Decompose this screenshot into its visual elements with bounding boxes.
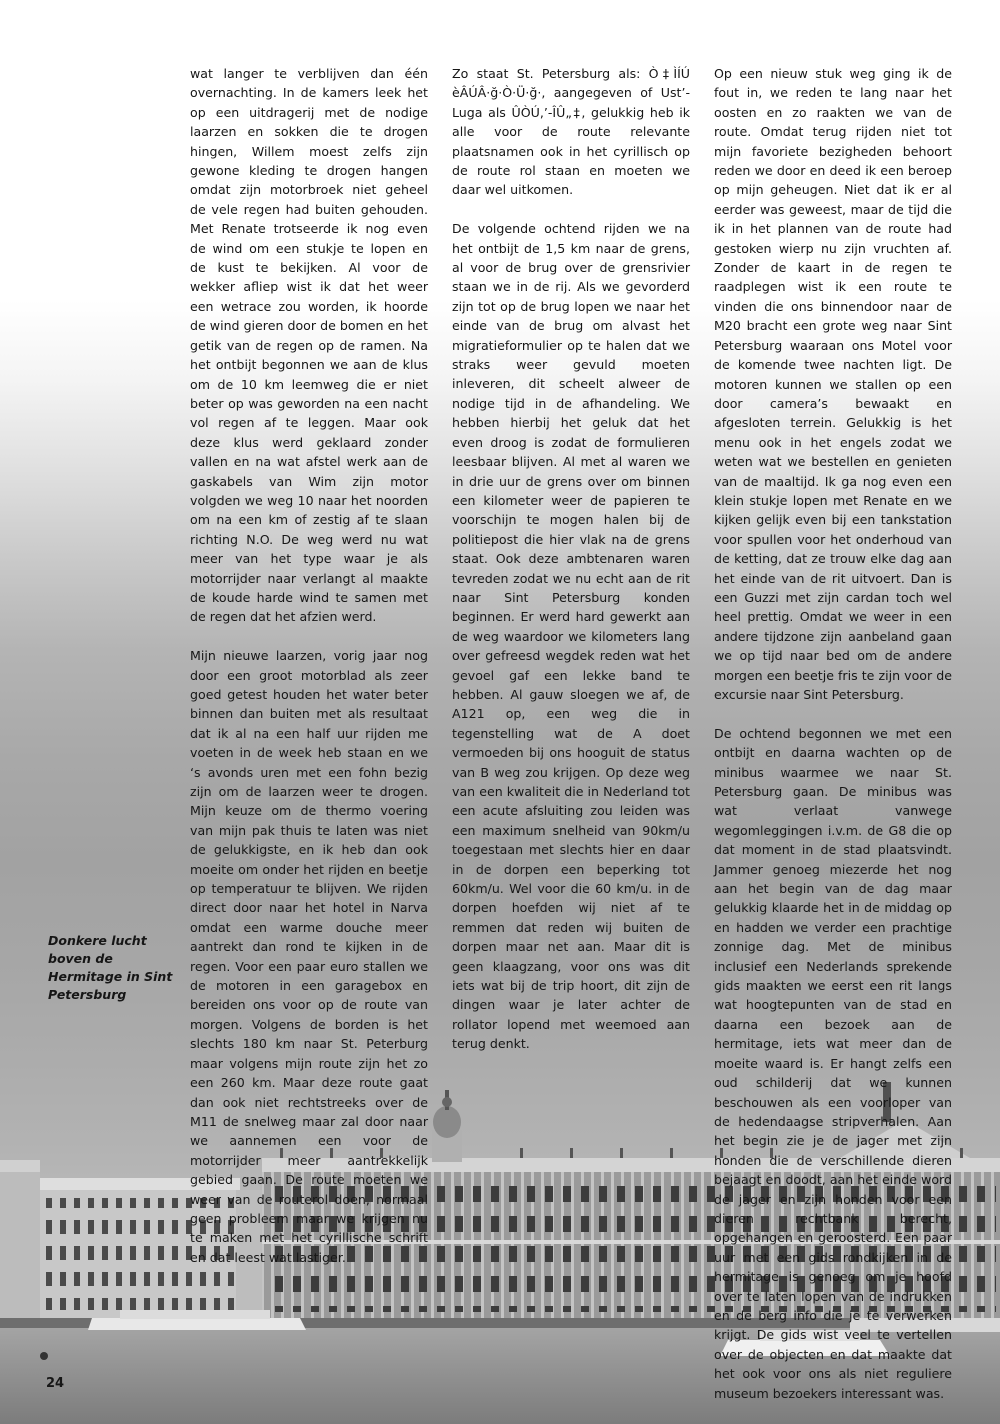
article-paragraph: wat langer te verblijven dan één overnachting. In de kamers leek het op een uitdragerij met de nodige laarzen en sokken die te drogen hingen, Willem moest zelfs zijn gewone kleding te drogen hangen omdat zijn motorbroek niet geheel de vele regen had buiten gehouden. Met Renate trotseerde ik nog even de wind om een stukje te lopen en de kust te bekijken. Al voor de wekker afliep wist ik dat het weer een wetrace zou worden, ik hoorde de wind gieren door de bomen en het getik van de regen op de ramen. Na het ontbijt begonnen we aan de klus om de 10 km leemweg die er niet beter op was geworden na een nacht vol regen af te leggen. Maar ook deze klus werd geklaard zonder vallen en na wat afstel werk aan de gaskabels van Wim zijn motor volgden we weg 10 naar het noorden om na een km of zestig af te slaan richting N.O. De weg werd nu wat meer van het type waar je als motorrijder naar verlangt al maakte de koude harde wind te samen met de regen dat het afzien werd. [190, 66, 428, 625]
article-paragraph: De ochtend begonnen we met een ontbijt en daarna wachten op de minibus waarmee we naar St. Petersburg gaan. De minibus was wat verlaat vanwege wegomleggingen i.v.m. de G8 die op dat moment in de stad plaatsvindt. Jammer genoeg miezerde het nog aan het begin van de dag maar gelukkig klaarde het in de middag op en hadden we verder een prachtige zonnige dag. Met de minibus inclusief een Nederlands sprekende gids maakten we eerst een rit langs wat hoogtepunten van de stad en daarna een bezoek aan de hermitage, iets wat meer dan de moeite waard is. Er hangt zelfs een oud schilderij dat we kunnen beschouwen als een voorloper van de hedendaagse stripverhalen. Aan het begin zie je de jager met zijn honden die de verschillende dieren bejaagt en doodt, aan het einde word de jager en zijn honden voor een dieren rechtbank berecht, opgehangen en geroosterd. Een paar uur met een gids rondkijken in de hermitage is genoeg om je hoofd over te laten lopen van de indrukken en de berg info die je te verwerken krijgt. De gids wist veel te vertellen over de objecten en dat maakte dat het ook voor ons als niet reguliere museum bezoekers interessant was. [714, 725, 952, 1401]
article-column-3 [714, 64, 952, 1422]
article-paragraph: Mijn nieuwe laarzen, vorig jaar nog door een groot motorblad als zeer goed getest houden het water beter binnen dan buiten met als resultaat dat ik al na een half uur rijden me voeten in de week heb staan en we ‘s avonds uren met een fohn bezig zijn om de laarzen weer te drogen. Mijn keuze om de thermo voering van mijn pak thuis te laten was niet de gelukkigste, en ik heb dan ook moeite om onder het rijden en beetje op temperatuur te blijven. We rijden direct door naar het hotel in Narva omdat een warme douche meer aantrekt dan rond te kijken in de regen. Voor een paar euro stallen we de motoren in een garagebox en bereiden ons voor op de route van morgen. Volgens de borden is het slechts 180 km naar St. Peterburg maar volgens mijn route zijn het zo een 260 km. Maar deze route gaat dan ook niet rechtstreeks over de M11 de snelweg maar zal door naar we aannemen een voor de motorrijder meer aantrekkelijk gebied gaan. De route moeten we weer van de routerol doen, normaal geen probleem maar we krijgen nu te maken met het cyrillische schrift en dat leest wat lastiger. [190, 648, 428, 1265]
photo-caption: Donkere lucht boven de Hermitage in Sint Petersburg [48, 933, 173, 1002]
article-paragraph: Op een nieuw stuk weg ging ik de fout in, we reden te lang naar het oosten en zo raakten we van de route. Omdat terug rijden niet tot mijn favoriete bezigheden behoort reden we door en deed ik een beroep op mijn geheugen. Niet dat ik er al eerder was geweest, maar de tijd die ik in het plannen van de route had gestoken wierp nu zijn vruchten af. Zonder de kaart in de regen te raadplegen wist ik een route te vinden die ons binnendoor naar de M20 bracht een grote weg naar Sint Petersburg waaraan ons Motel voor de komende twee nachten ligt. De motoren kunnen we stallen op een door camera’s bewaakt en afgesloten terrein. Gelukkig is het menu ook in het engels zodat we weten wat we bestellen en genieten van de maaltijd. Ik ga nog even een klein stukje lopen met Renate en we kijken gelijk even bij een tankstation voor spullen voor het onderhoud van de ketting, dat ze trouw elke dag aan het einde van de rit uitvoert. Dan is een Guzzi met zijn cardan toch wel heel prettig. Omdat we weer in een andere tijdzone zijn aanbeland gaan we op tijd naar bed om de andere morgen een beetje fris te zijn voor de excursie naar Sint Petersburg. [714, 66, 952, 702]
article-paragraph: De volgende ochtend rijden we na het ontbijt de 1,5 km naar de grens, al voor de brug over de grensrivier staan we in de rij. Als we gevorderd zijn tot op de brug lopen we naar het einde van de brug om alvast het migratieformulier op te halen dat we straks weer gevuld moeten inleveren, dit scheelt alweer de nodige tijd in de afhandeling. We hebben hierbij het geluk dat het even droog is zodat de formulieren leesbaar blijven. Al met al waren we in drie uur de grens over om binnen een kilometer weer de papieren te voorschijn te mogen halen bij de politiepost die hier vlak na de grens staat. Ook deze ambtenaren waren tevreden zodat we nu echt aan de rit naar Sint Petersburg konden beginnen. Er werd hard gewerkt aan de weg waardoor we kilometers lang over gefreesd wegdek reden wat het gevoel gaf een lekke band te hebben. Al gauw sloegen we af, de A121 op, een weg die in tegenstelling wat de A doet vermoeden bij ons hooguit de status van B weg zou krijgen. Op deze weg van een kwaliteit die in Nederland tot een acute afsluiting zou leiden was een maximum snelheid van 90km/u toegestaan met slechts hier en daar in de dorpen een beperking tot 60km/u. Wel voor die 60 km/u. in de dorpen hoefden wij niet af te remmen dat reden wij buiten de dorpen maar net aan. Maar dit is geen klaagzang, voor ons was dit iets wat bij de trip hoort, dit zijn de dingen waar je later achter de rollator lopend met weemoed aan terug denkt. [452, 221, 690, 1052]
article-column-1 [190, 64, 428, 1287]
article-paragraph: Zo staat St. Petersburg als: Ò‡ÌÍÚ èÂÚÂ·ğ·Ò·Ü·ğ·, aangegeven of Ust’-Luga als ÛÒÚ,’-ÎÛ„‡, gelukkig heb ik alle voor de route relevante plaatsnamen ook in het cyrillisch op de route rol staan en moeten we daar wel uitkomen. [452, 66, 690, 198]
page-number: 24 [46, 1376, 65, 1391]
article-column-2 [452, 64, 690, 1073]
